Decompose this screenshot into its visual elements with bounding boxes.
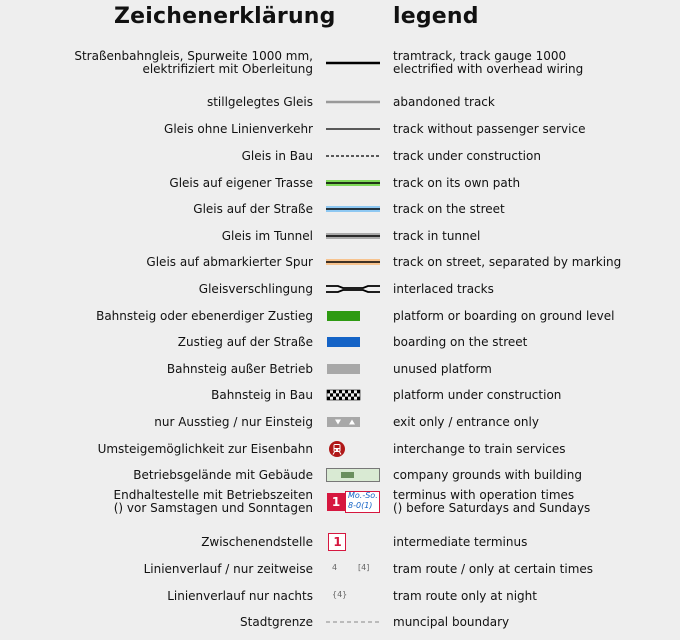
legend-label-de: nur Ausstieg / nur Einsteig xyxy=(154,414,313,429)
legend-row xyxy=(0,89,680,115)
legend-label-de: Straßenbahngleis, Spurweite 1000 mm, elektrifiziert mit Oberleitung xyxy=(74,49,313,76)
legend-label-de: Betriebsgelände mit Gebäude xyxy=(133,467,313,482)
legend-title-german: Zeichenerklärung xyxy=(114,4,336,29)
grey-line-symbol xyxy=(326,89,380,115)
legend-row xyxy=(0,436,680,462)
legend-label-en: company grounds with building xyxy=(393,467,582,482)
legend-label-de: Bahnsteig in Bau xyxy=(211,387,313,402)
platform-blue-symbol xyxy=(326,329,380,355)
legend-row xyxy=(0,329,680,355)
route-numbers-symbol xyxy=(326,556,380,582)
intermediate-terminus-symbol xyxy=(326,529,380,555)
terminus-symbol xyxy=(326,489,380,515)
legend-label-de: stillgelegtes Gleis xyxy=(206,94,313,109)
line-blue-casing-symbol xyxy=(326,196,380,222)
legend-row xyxy=(0,462,680,488)
legend-label-en: muncipal boundary xyxy=(393,614,510,629)
legend-label-en: tram route only at night xyxy=(393,588,537,603)
legend-row xyxy=(0,276,680,302)
exit-entrance-symbol xyxy=(326,409,380,435)
operation-times-days: Mo.-So. xyxy=(348,491,378,500)
legend-label-en: platform under construction xyxy=(393,387,562,402)
legend-row xyxy=(0,223,680,249)
legend-label-en: track on street, separated by marking xyxy=(393,254,622,269)
legend-row xyxy=(0,303,680,329)
route-number: 4 xyxy=(332,563,338,572)
line-orange-casing-symbol xyxy=(326,249,380,275)
legend-label-en: unused platform xyxy=(393,361,492,376)
legend-label-de: Gleis in Bau xyxy=(241,148,313,163)
legend-label-de: Umsteigemöglichkeit zur Eisenbahn xyxy=(97,441,313,456)
legend-row xyxy=(0,170,680,196)
legend-label-de: Gleis auf eigener Trasse xyxy=(169,175,313,190)
legend-label-de: Gleis ohne Linienverkehr xyxy=(164,121,313,136)
terminus-number: 1 xyxy=(331,495,341,509)
legend-label-de: Gleis auf abmarkierter Spur xyxy=(146,254,313,269)
legend-row xyxy=(0,356,680,382)
legend-label-en: track without passenger service xyxy=(393,121,586,136)
legend-title-english: legend xyxy=(393,4,479,29)
legend-label-de: Zustieg auf der Straße xyxy=(177,334,313,349)
legend-label-en: terminus with operation times () before Saturdays and Sundays xyxy=(393,488,591,515)
thick-black-line-symbol xyxy=(326,50,380,76)
legend-row xyxy=(0,143,680,169)
legend-row xyxy=(0,556,680,582)
legend-row xyxy=(0,50,680,76)
legend-label-de: Endhaltestelle mit Betriebszeiten () vor Samstagen und Sonntagen xyxy=(113,488,313,515)
legend-row xyxy=(0,196,680,222)
legend-label-de: Bahnsteig oder ebenerdiger Zustieg xyxy=(96,308,313,323)
legend-label-de: Linienverlauf / nur zeitweise xyxy=(143,561,313,576)
legend-label-en: interchange to train services xyxy=(393,441,566,456)
legend-label-en: track under construction xyxy=(393,148,541,163)
legend-label-en: track on its own path xyxy=(393,175,521,190)
route-number-part-time: [4] xyxy=(358,563,370,572)
legend-label-de: Zwischenendstelle xyxy=(201,534,313,549)
platform-green-symbol xyxy=(326,303,380,329)
legend-row xyxy=(0,249,680,275)
legend-row xyxy=(0,583,680,609)
legend-row xyxy=(0,529,680,555)
legend-row xyxy=(0,409,680,435)
legend-label-en: tramtrack, track gauge 1000 electrified with overhead wiring xyxy=(393,49,584,76)
company-grounds-symbol xyxy=(326,462,380,488)
legend-row xyxy=(0,116,680,142)
line-grey-casing-symbol xyxy=(326,223,380,249)
route-number-night: {4} xyxy=(332,590,348,599)
dashed-line-symbol xyxy=(326,143,380,169)
legend-label-de: Gleis auf der Straße xyxy=(193,201,313,216)
platform-grey-symbol xyxy=(326,356,380,382)
legend-label-de: Stadtgrenze xyxy=(240,614,313,629)
legend-label-en: boarding on the street xyxy=(393,334,528,349)
legend-label-de: Linienverlauf nur nachts xyxy=(167,588,313,603)
interlaced-symbol xyxy=(326,276,380,302)
legend-label-de: Gleis im Tunnel xyxy=(221,228,313,243)
line-green-casing-symbol xyxy=(326,170,380,196)
legend-label-de: Gleisverschlingung xyxy=(198,281,313,296)
legend-label-en: track in tunnel xyxy=(393,228,481,243)
legend-label-en: track on the street xyxy=(393,201,505,216)
legend-row xyxy=(0,609,680,635)
legend-label-en: exit only / entrance only xyxy=(393,414,539,429)
legend-label-en: interlaced tracks xyxy=(393,281,494,296)
legend-label-en: tram route / only at certain times xyxy=(393,561,594,576)
platform-checker-symbol xyxy=(326,382,380,408)
legend-row xyxy=(0,382,680,408)
legend-row xyxy=(0,489,680,515)
legend-label-de: Bahnsteig außer Betrieb xyxy=(166,361,313,376)
legend-label-en: platform or boarding on ground level xyxy=(393,308,615,323)
intermediate-terminus-number: 1 xyxy=(333,535,342,549)
legend-label-en: abandoned track xyxy=(393,94,495,109)
route-night-symbol xyxy=(326,583,380,609)
thin-black-line-symbol xyxy=(326,116,380,142)
operation-times-hours: 8-0(1) xyxy=(348,501,373,510)
train-icon-symbol xyxy=(326,436,380,462)
boundary-symbol xyxy=(326,609,380,635)
legend-label-en: intermediate terminus xyxy=(393,534,528,549)
